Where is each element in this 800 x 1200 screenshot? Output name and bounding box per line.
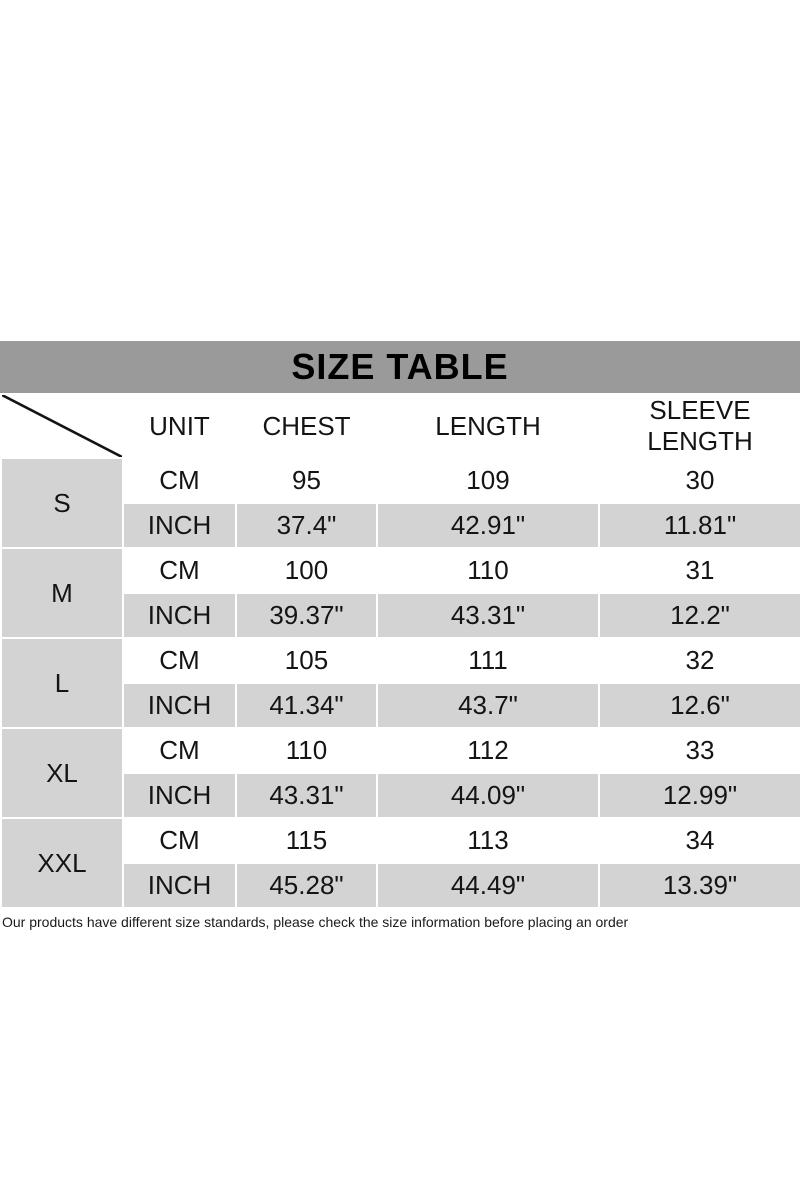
length-value: 42.91" — [377, 503, 599, 548]
table-row — [1, 548, 800, 593]
table-row — [1, 818, 800, 863]
table-row — [1, 458, 800, 503]
sleeve-value: 12.99" — [599, 773, 800, 818]
header-length: LENGTH — [377, 394, 599, 458]
unit-inch: INCH — [123, 683, 236, 728]
unit-cm: CM — [123, 638, 236, 683]
sleeve-value: 12.2" — [599, 593, 800, 638]
size-label-xl: XL — [1, 728, 123, 818]
chest-value: 41.34" — [236, 683, 377, 728]
size-label-s: S — [1, 458, 123, 548]
chest-value: 110 — [236, 728, 377, 773]
length-value: 111 — [377, 638, 599, 683]
sleeve-value: 33 — [599, 728, 800, 773]
corner-diagonal-cell — [1, 394, 123, 458]
chest-value: 39.37" — [236, 593, 377, 638]
sleeve-value: 13.39" — [599, 863, 800, 908]
chest-value: 115 — [236, 818, 377, 863]
chest-value: 95 — [236, 458, 377, 503]
chest-value: 105 — [236, 638, 377, 683]
size-label-xxl: XXL — [1, 818, 123, 908]
sleeve-value: 34 — [599, 818, 800, 863]
unit-inch: INCH — [123, 863, 236, 908]
chest-value: 43.31" — [236, 773, 377, 818]
sleeve-value: 30 — [599, 458, 800, 503]
length-value: 109 — [377, 458, 599, 503]
unit-cm: CM — [123, 458, 236, 503]
sleeve-value: 31 — [599, 548, 800, 593]
unit-inch: INCH — [123, 503, 236, 548]
length-value: 110 — [377, 548, 599, 593]
length-value: 44.09" — [377, 773, 599, 818]
sleeve-value: 12.6" — [599, 683, 800, 728]
size-table — [0, 393, 800, 909]
sleeve-value: 32 — [599, 638, 800, 683]
length-value: 44.49" — [377, 863, 599, 908]
length-value: 113 — [377, 818, 599, 863]
header-sleeve-length: SLEEVE LENGTH — [599, 394, 800, 458]
chest-value: 37.4" — [236, 503, 377, 548]
header-chest: CHEST — [236, 394, 377, 458]
page-title: SIZE TABLE — [0, 341, 800, 393]
chest-value: 45.28" — [236, 863, 377, 908]
size-table-block — [0, 341, 800, 931]
unit-cm: CM — [123, 818, 236, 863]
size-disclaimer-note: Our products have different size standards, please check the size information before placing an order — [2, 914, 629, 930]
size-label-m: M — [1, 548, 123, 638]
header-unit: UNIT — [123, 394, 236, 458]
unit-inch: INCH — [123, 773, 236, 818]
length-value: 112 — [377, 728, 599, 773]
length-value: 43.31" — [377, 593, 599, 638]
size-label-l: L — [1, 638, 123, 728]
unit-cm: CM — [123, 728, 236, 773]
table-row — [1, 728, 800, 773]
table-header-row — [1, 394, 800, 458]
sleeve-value: 11.81" — [599, 503, 800, 548]
chest-value: 100 — [236, 548, 377, 593]
table-row — [1, 638, 800, 683]
length-value: 43.7" — [377, 683, 599, 728]
unit-cm: CM — [123, 548, 236, 593]
unit-inch: INCH — [123, 593, 236, 638]
diagonal-line-icon — [2, 395, 122, 457]
